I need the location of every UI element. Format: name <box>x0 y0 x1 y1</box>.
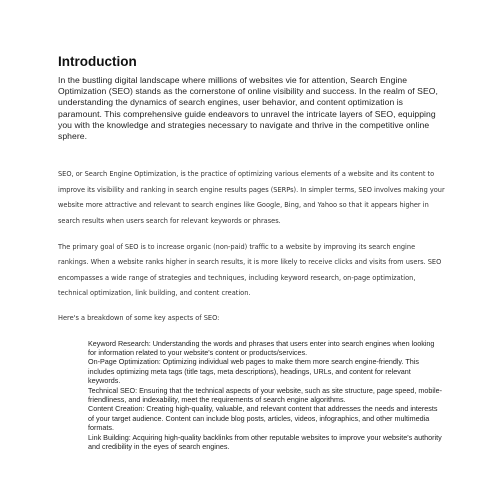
list-item: Keyword Research: Understanding the words and phrases that users enter into search engines when looking for information related to your website's content or products/services. <box>88 338 435 357</box>
seo-definition-paragraph: SEO, or Search Engine Optimization, is the practice of optimizing various elements of a website and its content to improve its visibility and ranking in search engine results pages (SERPs). In simpler terms, SEO involves making your website more attractive and relevant to search engines like Google, Bing, and Yahoo so that it appears higher in search results when users search for relevant keywords or phrases. <box>58 170 445 225</box>
document-page <box>58 54 446 451</box>
page-title: Introduction <box>58 54 137 69</box>
breakdown-lead-paragraph: Here's a breakdown of some key aspects of SEO: <box>58 313 220 322</box>
list-item: Technical SEO: Ensuring that the technical aspects of your website, such as site structure, page speed, mobile-friendliness, and indexability, meet the requirements of search engine algorithms. <box>88 385 442 404</box>
key-aspects-list <box>88 339 444 452</box>
list-item: Link Building: Acquiring high-quality backlinks from other reputable websites to improve your website's authority and credibility in the eyes of search engines. <box>88 432 442 452</box>
list-item: Content Creation: Creating high-quality, valuable, and relevant content that addresses the needs and interests of your target audience. Content can include blog posts, articles, videos, infographics, and other multimedia formats. <box>88 404 438 433</box>
seo-goal-paragraph: The primary goal of SEO is to increase organic (non-paid) traffic to a website by improving its search engine rankings. When a website ranks higher in search results, it is more likely to receive clicks and visits from users. SEO encompasses a wide range of strategies and techniques, including keyword research, on-page optimization, technical optimization, link building, and content creation. <box>58 242 442 298</box>
intro-paragraph: In the bustling digital landscape where millions of websites vie for attention, Search Engine Optimization (SEO) stands as the cornerstone of online visibility and success. In the realm of SEO, understanding the dynamics of search engines, user behavior, and content optimization is paramount. This comprehensive guide endeavors to unravel the intricate layers of SEO, equipping you with the knowledge and strategies necessary to navigate and thrive in the competitive online sphere. <box>58 75 438 142</box>
list-item: On-Page Optimization: Optimizing individual web pages to make them more search engine-friendly. This includes optimizing meta tags (title tags, meta descriptions), headings, URLs, and content for relevant keywords. <box>88 357 419 386</box>
